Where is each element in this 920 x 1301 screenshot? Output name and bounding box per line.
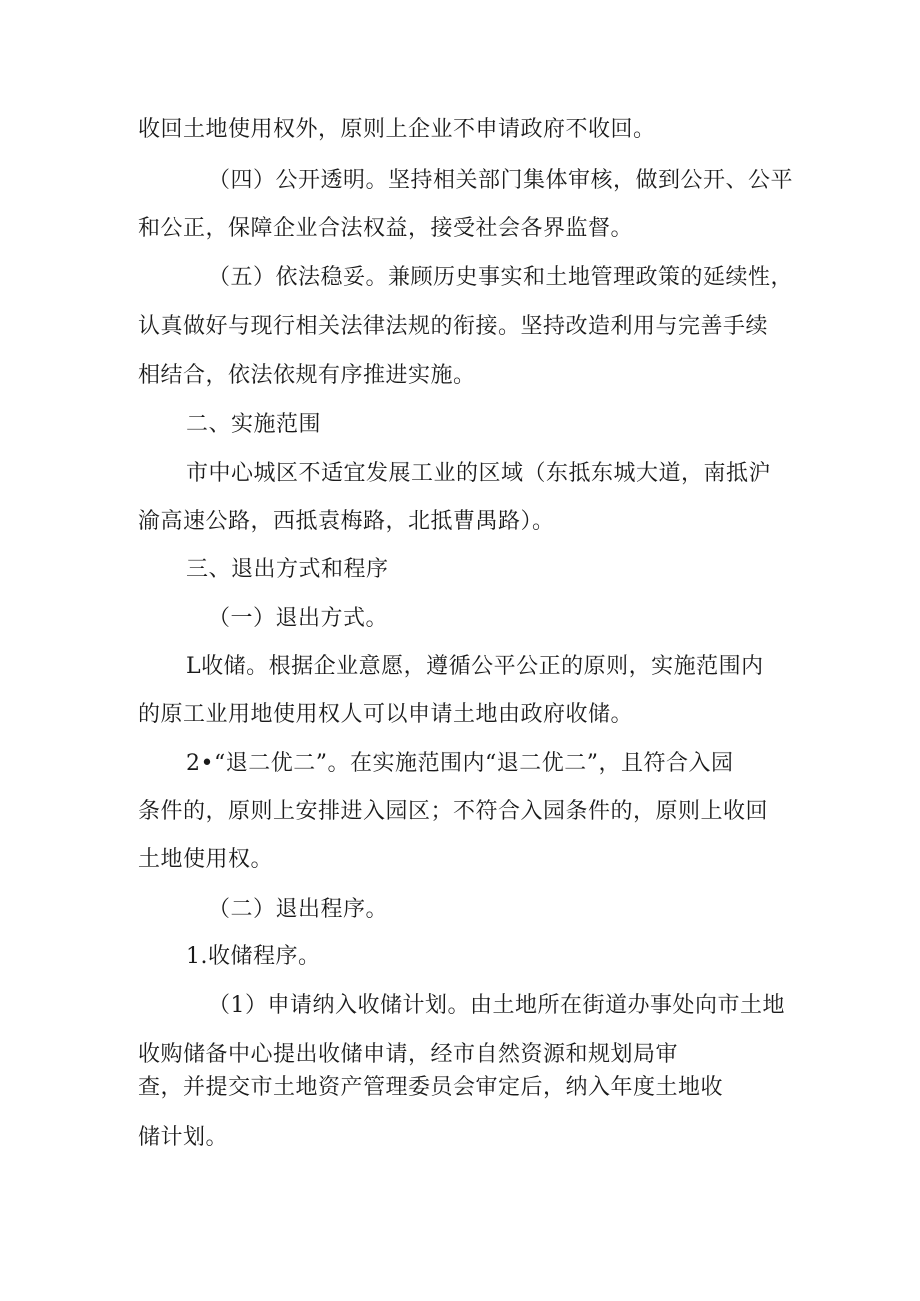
text-line: 土地使用权。 — [138, 847, 274, 872]
text-line: 1.收储程序。 — [186, 944, 321, 969]
text-line: 市中心城区不适宜发展工业的区域（东抵东城大道，南抵沪 — [186, 461, 772, 486]
text-line: 和公正，保障企业合法权益，接受社会各界监督。 — [138, 216, 634, 241]
text-line: （1）申请纳入收储计划。由土地所在街道办事处向市土地 — [208, 993, 785, 1018]
text-line: 认真做好与现行相关法律法规的衔接。坚持改造利用与完善手续 — [138, 314, 769, 339]
text-line: 2•“退二优二”。在实施范围内“退二优二”，且符合入园 — [186, 751, 734, 776]
text-line: 收回土地使用权外，原则上企业不申请政府不收回。 — [138, 117, 656, 142]
text-line: 收购储备中心提出收储申请，经市自然资源和规划局审 — [138, 1042, 679, 1067]
text-line: L收储。根据企业意愿，遵循公平公正的原则，实施范围内 — [186, 654, 764, 679]
subsection-heading: （二）退出程序。 — [208, 897, 389, 922]
section-heading: 三、退出方式和程序 — [186, 557, 389, 582]
text-line: 相结合，依法依规有序推进实施。 — [138, 363, 476, 388]
text-line: （五）依法稳妥。兼顾历史事实和土地管理政策的延续性， — [208, 265, 794, 290]
text-line: 的原工业用地使用权人可以申请土地由政府收储。 — [138, 702, 634, 727]
text-line: 渝高速公路，西抵袁梅路，北抵曹禺路）。 — [138, 509, 555, 534]
text-line: （四）公开透明。坚持相关部门集体审核，做到公开、公平 — [208, 168, 794, 193]
text-line: 查，并提交市土地资产管理委员会审定后，纳入年度土地收 — [138, 1075, 724, 1100]
section-heading: 二、实施范围 — [186, 412, 322, 437]
text-line: 储计划。 — [138, 1125, 229, 1150]
text-line: 条件的，原则上安排进入园区；不符合入园条件的，原则上收回 — [138, 799, 769, 824]
subsection-heading: （一）退出方式。 — [208, 606, 389, 631]
